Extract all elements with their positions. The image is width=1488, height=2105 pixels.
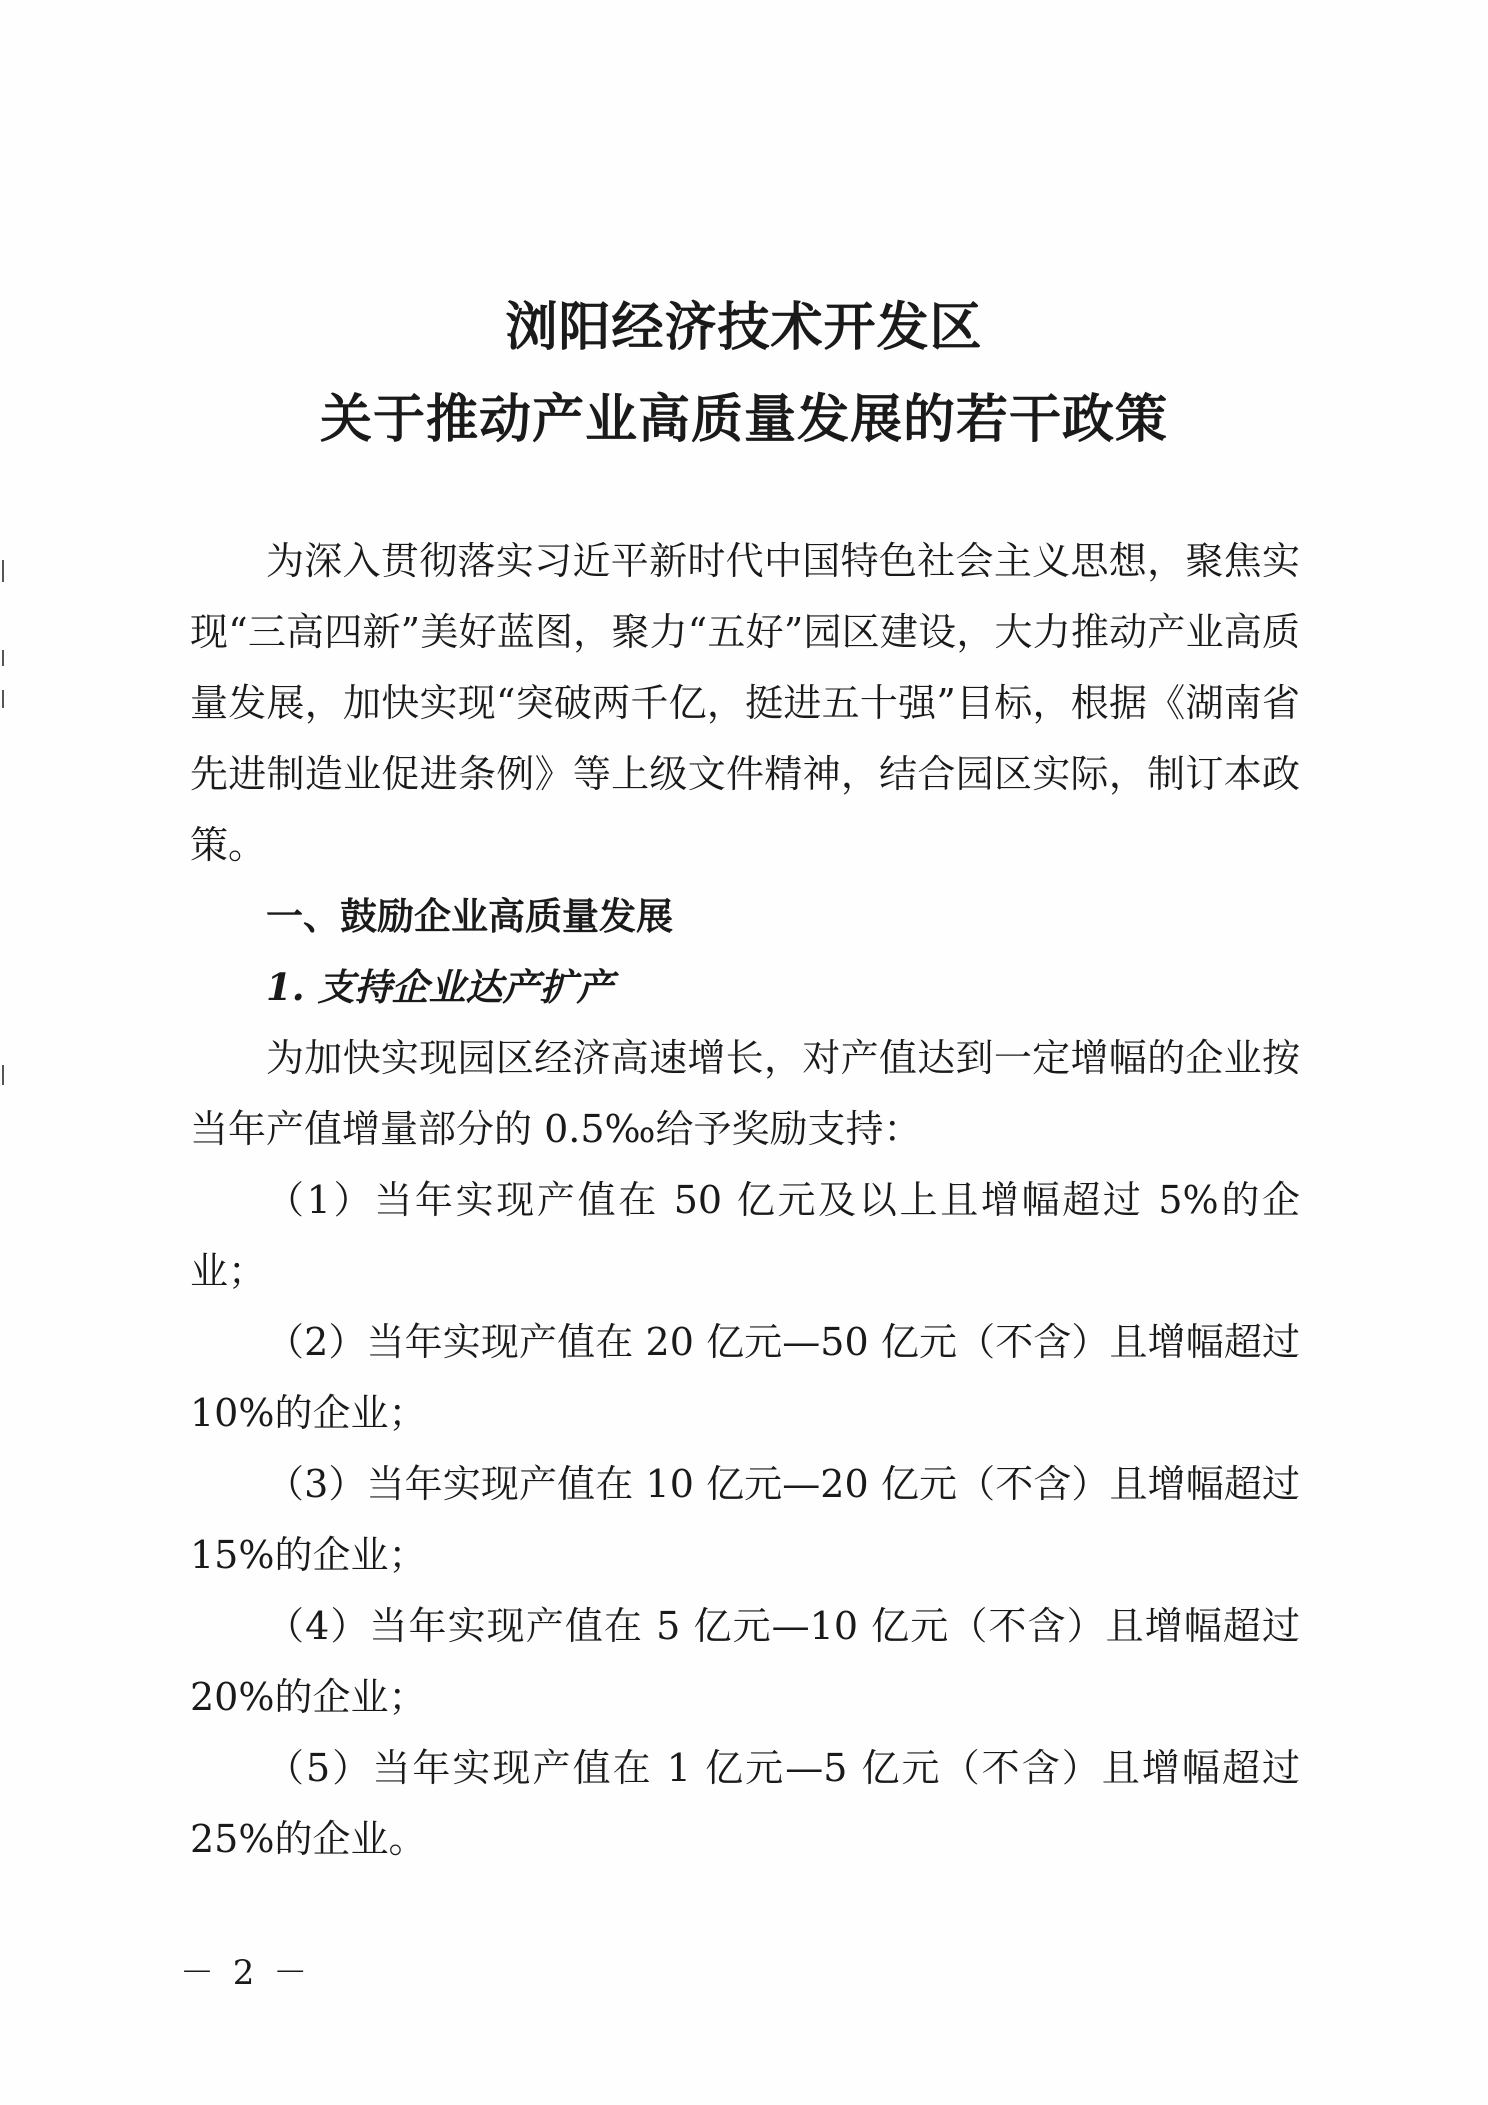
title-line-2: 关于推动产业高质量发展的若干政策 <box>319 389 1168 450</box>
condition-item: （1）当年实现产值在 50 亿元及以上且增幅超过 5%的企业； <box>190 1178 1300 1293</box>
item-heading: 1. 支持企业达产扩产 <box>266 965 614 1009</box>
scan-edge-mark <box>2 1065 4 1085</box>
document-title <box>0 282 1488 466</box>
document-body <box>190 526 1300 1875</box>
item-paragraph: 为加快实现园区经济高速增长，对产值达到一定增幅的企业按当年产值增量部分的 0.5‰给予奖励支持： <box>190 1036 1300 1151</box>
condition-item: （3）当年实现产值在 10 亿元—20 亿元（不含）且增幅超过 15%的企业； <box>190 1462 1300 1577</box>
section-heading: 一、鼓励企业高质量发展 <box>266 895 673 938</box>
scan-edge-mark <box>2 690 4 708</box>
condition-item: （4）当年实现产值在 5 亿元—10 亿元（不含）且增幅超过 20%的企业； <box>190 1604 1300 1719</box>
scan-edge-mark <box>2 650 4 666</box>
title-line-1: 浏阳经济技术开发区 <box>505 297 983 358</box>
scan-edge-mark <box>2 560 4 582</box>
condition-item: （2）当年实现产值在 20 亿元—50 亿元（不含）且增幅超过 10%的企业； <box>190 1320 1300 1435</box>
page-number: － 2 － <box>180 1953 312 1993</box>
intro-paragraph: 为深入贯彻落实习近平新时代中国特色社会主义思想，聚焦实现“三高四新”美好蓝图，聚力“五好”园区建设，大力推动产业高质量发展，加快实现“突破两千亿，挺进五十强”目标，根据《湖南省先进制造业促进条例》等上级文件精神，结合园区实际，制订本政策。 <box>190 539 1300 867</box>
condition-item: （5）当年实现产值在 1 亿元—5 亿元（不含）且增幅超过 25%的企业。 <box>190 1746 1300 1861</box>
